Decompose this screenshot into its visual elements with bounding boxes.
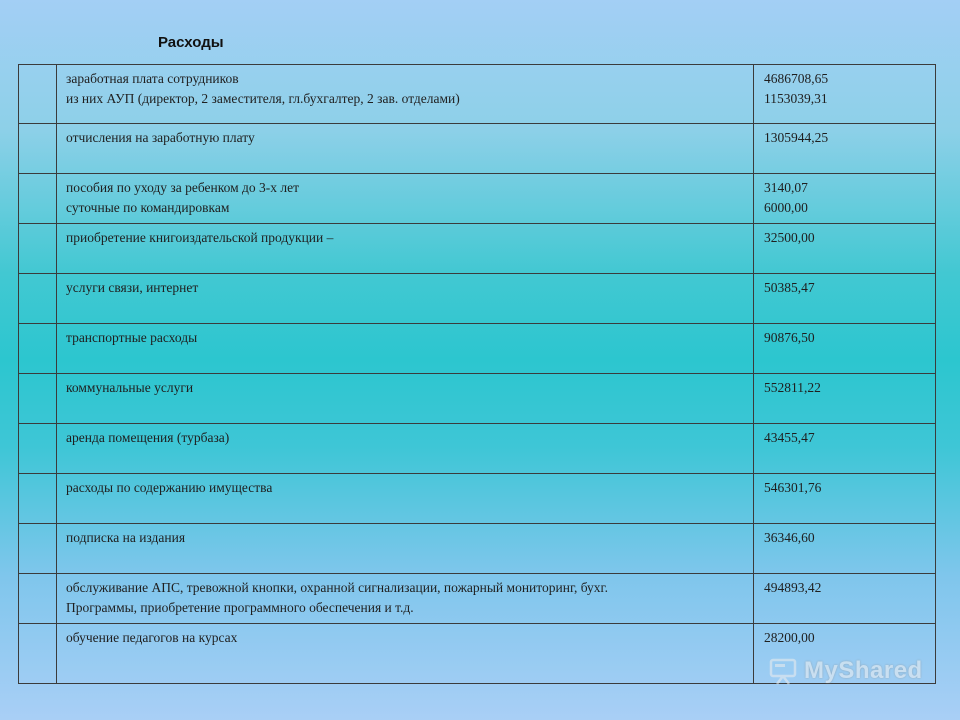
expense-description: из них АУП (директор, 2 заместителя, гл.бухгалтер, 2 зав. отделами): [66, 91, 460, 106]
watermark-text: MyShared: [804, 657, 923, 684]
table-row: [19, 224, 936, 274]
row-number-cell: [19, 624, 57, 684]
expense-amount: 50385,47: [764, 280, 815, 295]
row-number-cell: [19, 374, 57, 424]
expense-amount: 6000,00: [764, 200, 808, 215]
expense-amount: 32500,00: [764, 230, 815, 245]
expense-description: расходы по содержанию имущества: [66, 480, 273, 495]
expense-amount: 1153039,31: [764, 91, 828, 106]
table-row: [19, 574, 936, 624]
expense-amount-cell: [754, 474, 936, 524]
expense-description-cell: [57, 374, 754, 424]
table-row: [19, 174, 936, 224]
expense-description: транспортные расходы: [66, 330, 198, 345]
row-number-cell: [19, 174, 57, 224]
expense-description: обслуживание АПС, тревожной кнопки, охранной сигнализации, пожарный мониторинг, бухг.: [66, 580, 608, 595]
expense-amount: 4686708,65: [764, 71, 829, 86]
expense-amount: 3140,07: [764, 180, 808, 195]
row-number-cell: [19, 224, 57, 274]
expense-description-cell: [57, 574, 754, 624]
expense-amount-cell: [754, 374, 936, 424]
expense-amount: 494893,42: [764, 580, 822, 595]
table-row: [19, 524, 936, 574]
expense-amount-cell: [754, 174, 936, 224]
expense-description: суточные по командировкам: [66, 200, 230, 215]
expense-description-cell: [57, 174, 754, 224]
expense-description-cell: [57, 124, 754, 174]
expense-description-cell: [57, 474, 754, 524]
expense-amount: 90876,50: [764, 330, 815, 345]
row-number-cell: [19, 424, 57, 474]
table-row: [19, 424, 936, 474]
expense-description-cell: [57, 524, 754, 574]
row-number-cell: [19, 65, 57, 124]
expense-description: обучение педагогов на курсах: [66, 630, 238, 645]
expense-amount-cell: [754, 124, 936, 174]
expense-amount-cell: [754, 324, 936, 374]
expense-amount-cell: [754, 65, 936, 124]
row-number-cell: [19, 524, 57, 574]
expense-amount: 1305944,25: [764, 130, 829, 145]
expense-amount-cell: [754, 274, 936, 324]
table-row: [19, 65, 936, 124]
expense-description-cell: [57, 65, 754, 124]
expense-description: приобретение книгоиздательской продукции –: [66, 230, 334, 245]
expense-description-cell: [57, 424, 754, 474]
expense-amount: 28200,00: [764, 630, 815, 645]
table-row: [19, 324, 936, 374]
expense-description-cell: [57, 324, 754, 374]
expense-description: отчисления на заработную плату: [66, 130, 255, 145]
expense-amount: 552811,22: [764, 380, 821, 395]
expense-description: аренда помещения (турбаза): [66, 430, 230, 445]
row-number-cell: [19, 324, 57, 374]
expense-amount: 36346,60: [764, 530, 815, 545]
expenses-table: [18, 64, 936, 684]
expense-amount: 546301,76: [764, 480, 822, 495]
row-number-cell: [19, 474, 57, 524]
row-number-cell: [19, 124, 57, 174]
row-number-cell: [19, 574, 57, 624]
expense-description-cell: [57, 624, 754, 684]
table-row: [19, 374, 936, 424]
expense-amount-cell: [754, 424, 936, 474]
expense-description: Программы, приобретение программного обеспечения и т.д.: [66, 600, 414, 615]
table-row: [19, 474, 936, 524]
expense-amount: 43455,47: [764, 430, 815, 445]
expense-amount-cell: [754, 624, 936, 684]
expense-description-cell: [57, 224, 754, 274]
slide-title: Расходы: [158, 34, 224, 51]
expense-description: пособия по уходу за ребенком до 3-х лет: [66, 180, 300, 195]
expense-description-cell: [57, 274, 754, 324]
expense-amount-cell: [754, 574, 936, 624]
expense-description: заработная плата сотрудников: [66, 71, 239, 86]
table-row: [19, 624, 936, 684]
row-number-cell: [19, 274, 57, 324]
table-row: [19, 274, 936, 324]
expense-amount-cell: [754, 224, 936, 274]
expense-description: коммунальные услуги: [66, 380, 194, 395]
expense-description: подписка на издания: [66, 530, 186, 545]
table-row: [19, 124, 936, 174]
expense-amount-cell: [754, 524, 936, 574]
expense-description: услуги связи, интернет: [66, 280, 199, 295]
